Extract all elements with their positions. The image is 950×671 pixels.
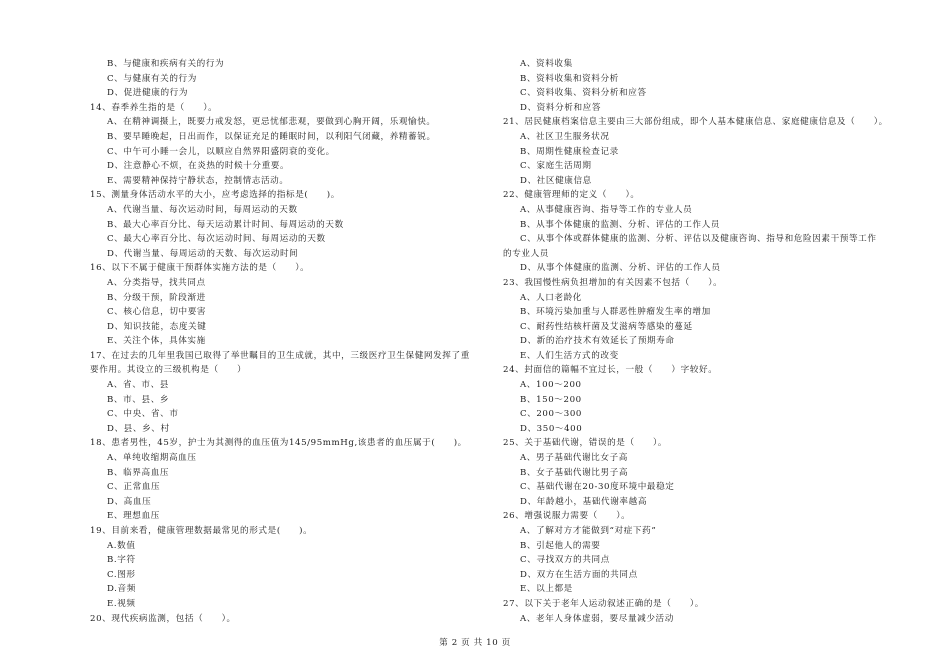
option-line: E、人们生活方式的改变 [520, 350, 619, 361]
option-line: C、中午可小睡一会儿，以顺应自然界阳盛阴衰的变化。 [107, 146, 335, 157]
option-line: D、注意静心不烦，在炎热的时候十分重要。 [107, 161, 290, 172]
option-line: B、最大心率百分比、每天运动累计时间、每周运动的天数 [107, 219, 344, 230]
question-line: 23、我国慢性病负担增加的有关因素不包括（ ）。 [503, 277, 723, 288]
option-line: E.视频 [107, 598, 136, 609]
question-line: 19、目前来看，健康管理数据最常见的形式是( )。 [90, 526, 313, 536]
option-line: C、家庭生活周期 [520, 161, 592, 172]
option-line: C、200～300 [520, 409, 582, 420]
option-line: C、中央、省、市 [107, 409, 179, 420]
option-line: C、正常血压 [107, 482, 161, 493]
option-line: B、150～200 [520, 394, 582, 405]
option-line: D、县、乡、村 [107, 423, 170, 434]
question-line: 16、以下不属于健康干预群体实施方法的是（ ）。 [90, 263, 310, 274]
option-line: D、高血压 [107, 496, 152, 507]
option-line: D、资料分析和应答 [520, 102, 602, 113]
option-line: D、新的治疗技术有效延长了预期寿命 [520, 336, 675, 347]
question-line: 27、以下关于老年人运动叙述正确的是（ ）。 [503, 598, 704, 609]
option-line: B、女子基础代谢比男子高 [520, 467, 629, 478]
option-line: B、资料收集和资料分析 [520, 73, 619, 84]
question-line: 21、居民健康档案信息主要由三大部份组成，即个人基本健康信息、家庭健康信息及（ ）。 [503, 117, 888, 128]
left-column [90, 57, 480, 626]
option-line: A、分类指导，找共同点 [107, 277, 206, 288]
option-line: D、从事个体健康的监测、分析、评估的工作人员 [520, 263, 721, 274]
option-line: C.图形 [107, 569, 136, 580]
option-line: E、关注个体，具体实施 [107, 336, 206, 347]
option-line: A、单纯收缩期高血压 [107, 453, 197, 464]
option-line: B、市、县、乡 [107, 394, 170, 405]
option-line: D.音频 [107, 584, 136, 595]
question-line: 20、现代疾病监测，包括（ ）。 [90, 613, 236, 624]
option-line: B、临界高血压 [107, 467, 170, 478]
question-continuation: 的专业人员 [503, 248, 549, 259]
option-line: A、资料收集 [520, 59, 573, 69]
option-line: D、促进健康的行为 [107, 88, 189, 99]
option-line: B、分级干预，阶段渐进 [107, 292, 206, 303]
question-line: 25、关于基础代谢，错误的是（ ）。 [503, 438, 668, 449]
question-line: 15、测量身体活动水平的大小，应考虑选择的指标是( )。 [90, 190, 340, 201]
question-line: 26、增强说服力需要（ ）。 [503, 511, 631, 522]
option-line: C、从事个体或群体健康的监测、分析、评估以及健康咨询、指导和危险因素干预等工作 [520, 234, 877, 245]
question-line: 24、封面信的篇幅不宜过长，一般（ ）字较好。 [503, 365, 718, 376]
option-line: A、人口老龄化 [520, 292, 582, 303]
option-line: B、引起他人的需要 [520, 540, 601, 551]
option-line: D、代谢当量、每周运动的天数、每次运动时间 [107, 248, 299, 259]
option-line: A、省、市、县 [107, 380, 169, 391]
option-line: A、男子基础代谢比女子高 [520, 453, 628, 464]
option-line: C、资料收集、资料分析和应答 [520, 88, 647, 99]
option-line: C、耐药性结核杆菌及艾滋病等感染的蔓延 [520, 321, 693, 332]
option-line: D、知识技能，态度关键 [107, 321, 207, 332]
option-line: A、从事健康咨询、指导等工作的专业人员 [520, 204, 693, 215]
option-line: C、寻找双方的共同点 [520, 555, 610, 566]
option-line: C、核心信息，切中要害 [107, 307, 207, 318]
option-line: A、老年人身体虚弱，要尽量减少活动 [520, 613, 674, 624]
option-line: D、社区健康信息 [520, 175, 592, 186]
option-line: A、社区卫生服务状况 [520, 131, 610, 142]
option-line: C、与健康有关的行为 [107, 73, 197, 84]
option-line: E、理想血压 [107, 511, 160, 522]
option-line: D、双方在生活方面的共同点 [520, 569, 638, 580]
option-line: D、年龄越小，基础代谢率越高 [520, 496, 648, 507]
question-line: 14、春季养生指的是（ ）。 [90, 102, 218, 113]
option-line: B.字符 [107, 555, 136, 566]
option-line: B、环境污染加重与人群恶性肿瘤发生率的增加 [520, 307, 711, 318]
option-line: B、从事个体健康的监测、分析、评估的工作人员 [520, 219, 720, 230]
option-line: A、100～200 [520, 380, 582, 391]
question-line: 17、在过去的几年里我国已取得了举世瞩目的卫生成就，其中，三级医疗卫生保健网发挥了重 [90, 350, 470, 361]
option-line: C、基础代谢在20-30度环境中最稳定 [520, 482, 675, 493]
question-line: 22、健康管理师的定义（ ）。 [503, 190, 640, 201]
right-column [503, 57, 901, 626]
option-line: A、在精神调摄上，既要力戒发怒，更忌忧郁悲观，要做到心胸开阔，乐观愉快。 [107, 117, 436, 128]
option-line: D、350～400 [520, 423, 583, 434]
option-line: E、需要精神保持宁静状态，控制情志活动。 [107, 175, 289, 186]
option-line: A.数值 [107, 540, 136, 551]
option-line: B、周期性健康检查记录 [520, 146, 619, 157]
option-line: B、与健康和疾病有关的行为 [107, 59, 225, 69]
option-line: E、以上都是 [520, 584, 573, 595]
question-line: 18、患者男性，45岁，护士为其测得的血压值为145/95mmHg,该患者的血压属于( )。 [90, 438, 467, 449]
page-footer: 第 2 页 共 10 页 [439, 638, 511, 648]
option-line: A、了解对方才能做到“对症下药” [520, 526, 657, 536]
option-line: C、最大心率百分比、每次运动时间、每周运动的天数 [107, 234, 326, 245]
question-continuation: 要作用。其设立的三级机构是（ ） [90, 365, 247, 376]
option-line: A、代谢当量、每次运动时间，每周运动的天数 [107, 204, 298, 215]
option-line: B、要早睡晚起，日出而作，以保证充足的睡眠时间，以利阳气闭藏，养精蓄锐。 [107, 131, 436, 142]
